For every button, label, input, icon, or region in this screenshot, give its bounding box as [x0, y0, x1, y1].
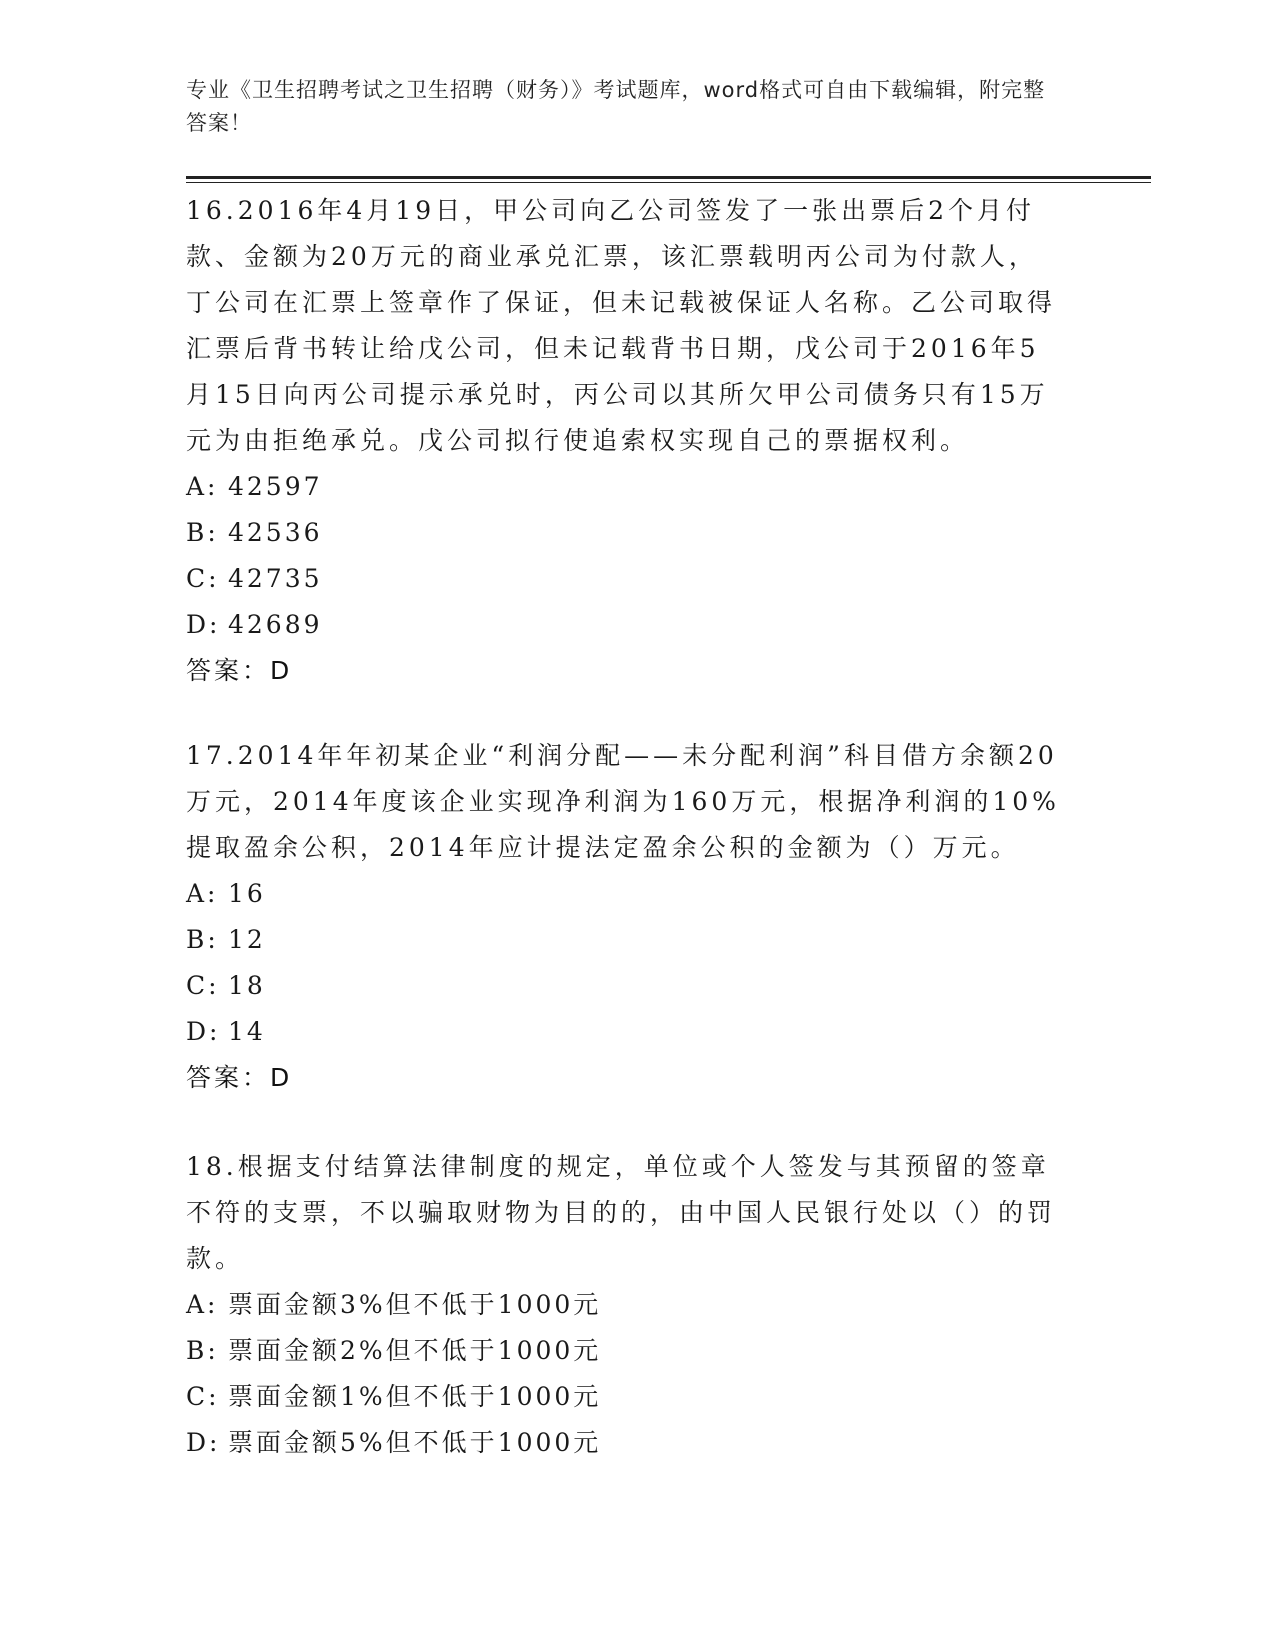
option-letter: D: — [186, 1017, 221, 1046]
option-text: 18 — [228, 971, 266, 1000]
question-text: 17.2014年年初某企业“利润分配——未分配利润”科目借方余额20万元，2014年度该企业实现净利润为160万元，根据净利润的10%提取盈余公积，2014年应计提法定盈余公积的金额为（）万元。 — [186, 741, 1060, 862]
option-text: 票面金额3%但不低于1000元 — [228, 1290, 602, 1319]
option-b — [186, 510, 1066, 556]
option-letter: B: — [186, 925, 219, 954]
option-c — [186, 1374, 1066, 1420]
option-b — [186, 1328, 1066, 1374]
option-text: 票面金额5%但不低于1000元 — [228, 1428, 602, 1457]
option-text: 42735 — [228, 564, 323, 593]
question-17 — [186, 733, 1066, 1101]
option-d — [186, 1420, 1066, 1466]
option-letter: B: — [186, 518, 219, 547]
option-c — [186, 963, 1066, 1009]
question-text: 16.2016年4月19日，甲公司向乙公司签发了一张出票后2个月付款、金额为20万元的商业承兑汇票，该汇票载明丙公司为付款人，丁公司在汇票上签章作了保证，但未记载被保证人名称。乙公司取得汇票后背书转让给戊公司，但未记载背书日期，戊公司于2016年5月15日向丙公司提示承兑时，丙公司以其所欠甲公司债务只有15万元为由拒绝承兑。戊公司拟行使追索权实现自己的票据权利。 — [186, 196, 1057, 455]
option-letter: A: — [186, 1290, 219, 1319]
document-header: 专业《卫生招聘考试之卫生招聘（财务）》考试题库，word格式可自由下载编辑，附完整答案！ — [186, 78, 1046, 135]
option-text: 票面金额2%但不低于1000元 — [228, 1336, 602, 1365]
option-text: 16 — [228, 879, 266, 908]
option-letter: C: — [186, 1382, 220, 1411]
option-text: 42597 — [228, 472, 323, 501]
option-text: 42536 — [228, 518, 323, 547]
option-letter: D: — [186, 610, 221, 639]
option-d — [186, 602, 1066, 648]
option-text: 14 — [228, 1017, 266, 1046]
option-letter: C: — [186, 564, 220, 593]
option-c — [186, 556, 1066, 602]
option-d — [186, 1009, 1066, 1055]
question-16 — [186, 188, 1066, 694]
answer-line: 答案：D — [186, 1063, 293, 1092]
question-18 — [186, 1144, 1066, 1466]
option-a — [186, 1282, 1066, 1328]
option-text: 票面金额1%但不低于1000元 — [228, 1382, 602, 1411]
header-divider-thin — [186, 182, 1151, 183]
header-divider-thick — [186, 176, 1151, 179]
option-letter: B: — [186, 1336, 219, 1365]
option-text: 42689 — [228, 610, 323, 639]
option-letter: C: — [186, 971, 220, 1000]
option-a — [186, 871, 1066, 917]
option-text: 12 — [228, 925, 266, 954]
option-letter: A: — [186, 472, 219, 501]
option-letter: D: — [186, 1428, 221, 1457]
option-a — [186, 464, 1066, 510]
answer-line: 答案：D — [186, 656, 293, 685]
option-letter: A: — [186, 879, 219, 908]
question-text: 18.根据支付结算法律制度的规定，单位或个人签发与其预留的签章不符的支票，不以骗取财物为目的的，由中国人民银行处以（）的罚款。 — [186, 1152, 1057, 1273]
option-b — [186, 917, 1066, 963]
